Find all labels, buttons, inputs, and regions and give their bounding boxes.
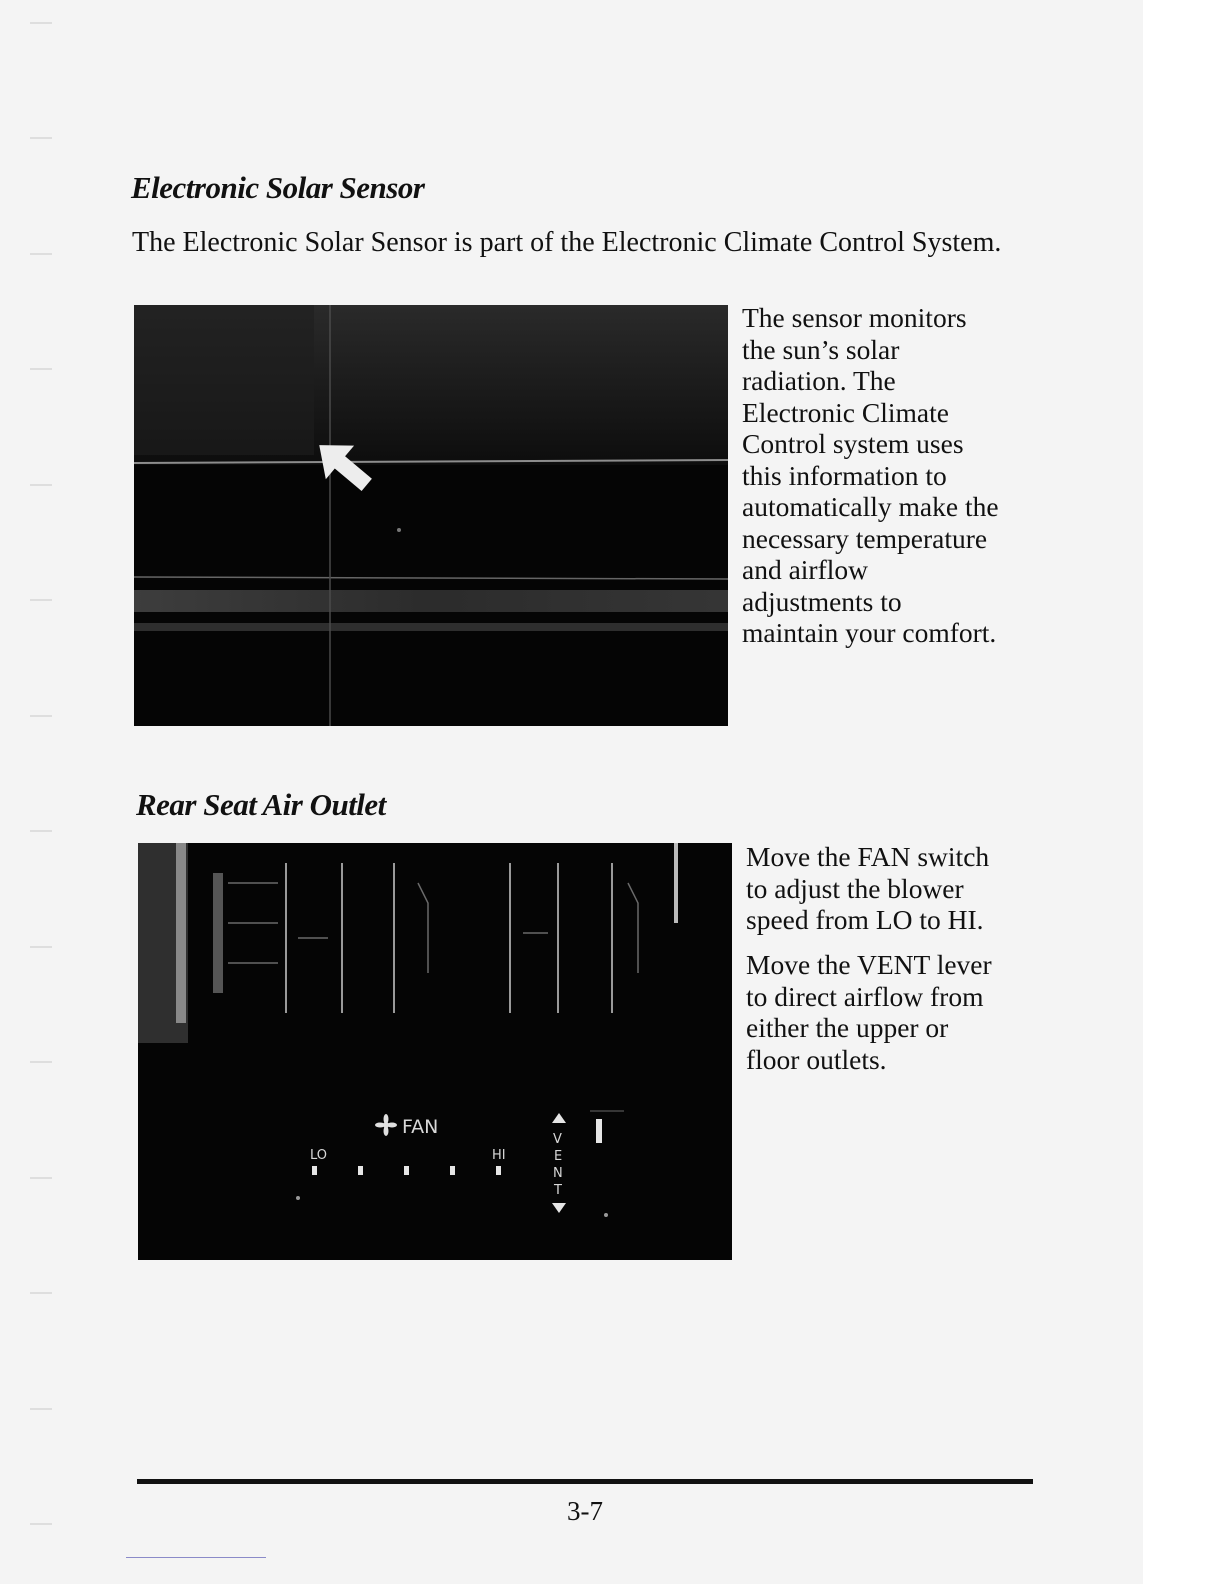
- vent-letter: V: [553, 1132, 562, 1147]
- side-line: speed from LO to HI.: [746, 904, 984, 935]
- section-heading-solar-sensor: Electronic Solar Sensor: [131, 170, 425, 205]
- lo-label: LO: [310, 1148, 328, 1163]
- side-line: to direct airflow from: [746, 980, 984, 1012]
- side-line: radiation. The: [742, 365, 896, 396]
- side-line: to adjust the blower: [746, 872, 964, 904]
- intro-paragraph: The Electronic Solar Sensor is part of the Electronic Climate Control System.: [132, 227, 1002, 258]
- footer-rule: [137, 1479, 1033, 1484]
- vent-letter: E: [554, 1149, 563, 1164]
- side-line: this information to: [742, 459, 947, 491]
- hi-label: HI: [492, 1148, 506, 1163]
- side-line: the sun’s solar: [742, 333, 900, 365]
- side-line: floor outlets.: [746, 1043, 887, 1075]
- side-line: automatically make the: [742, 491, 999, 522]
- footnote-line: [126, 1557, 266, 1558]
- side-line: maintain your comfort.: [742, 617, 997, 648]
- page-number: 3-7: [567, 1496, 603, 1526]
- side-line: adjustments to: [742, 585, 902, 617]
- side-line: necessary temperature: [742, 522, 988, 554]
- rear-seat-outlet-photo: [138, 843, 732, 1260]
- side-line: Electronic Climate: [742, 396, 949, 428]
- fan-label: FAN: [402, 1116, 439, 1138]
- side-line: Control system uses: [742, 428, 964, 459]
- vent-letter: N: [553, 1166, 563, 1181]
- solar-sensor-photo: [134, 305, 728, 726]
- vent-lever: [596, 1119, 602, 1143]
- section-heading-rear-seat-outlet: Rear Seat Air Outlet: [136, 787, 386, 822]
- side-line: and airflow: [742, 554, 868, 585]
- side-line: The sensor monitors: [742, 302, 967, 333]
- side-line: either the upper or: [746, 1012, 949, 1043]
- vent-letter: T: [554, 1183, 562, 1198]
- side-line: Move the VENT lever: [746, 949, 992, 980]
- side-line: Move the FAN switch: [746, 841, 990, 872]
